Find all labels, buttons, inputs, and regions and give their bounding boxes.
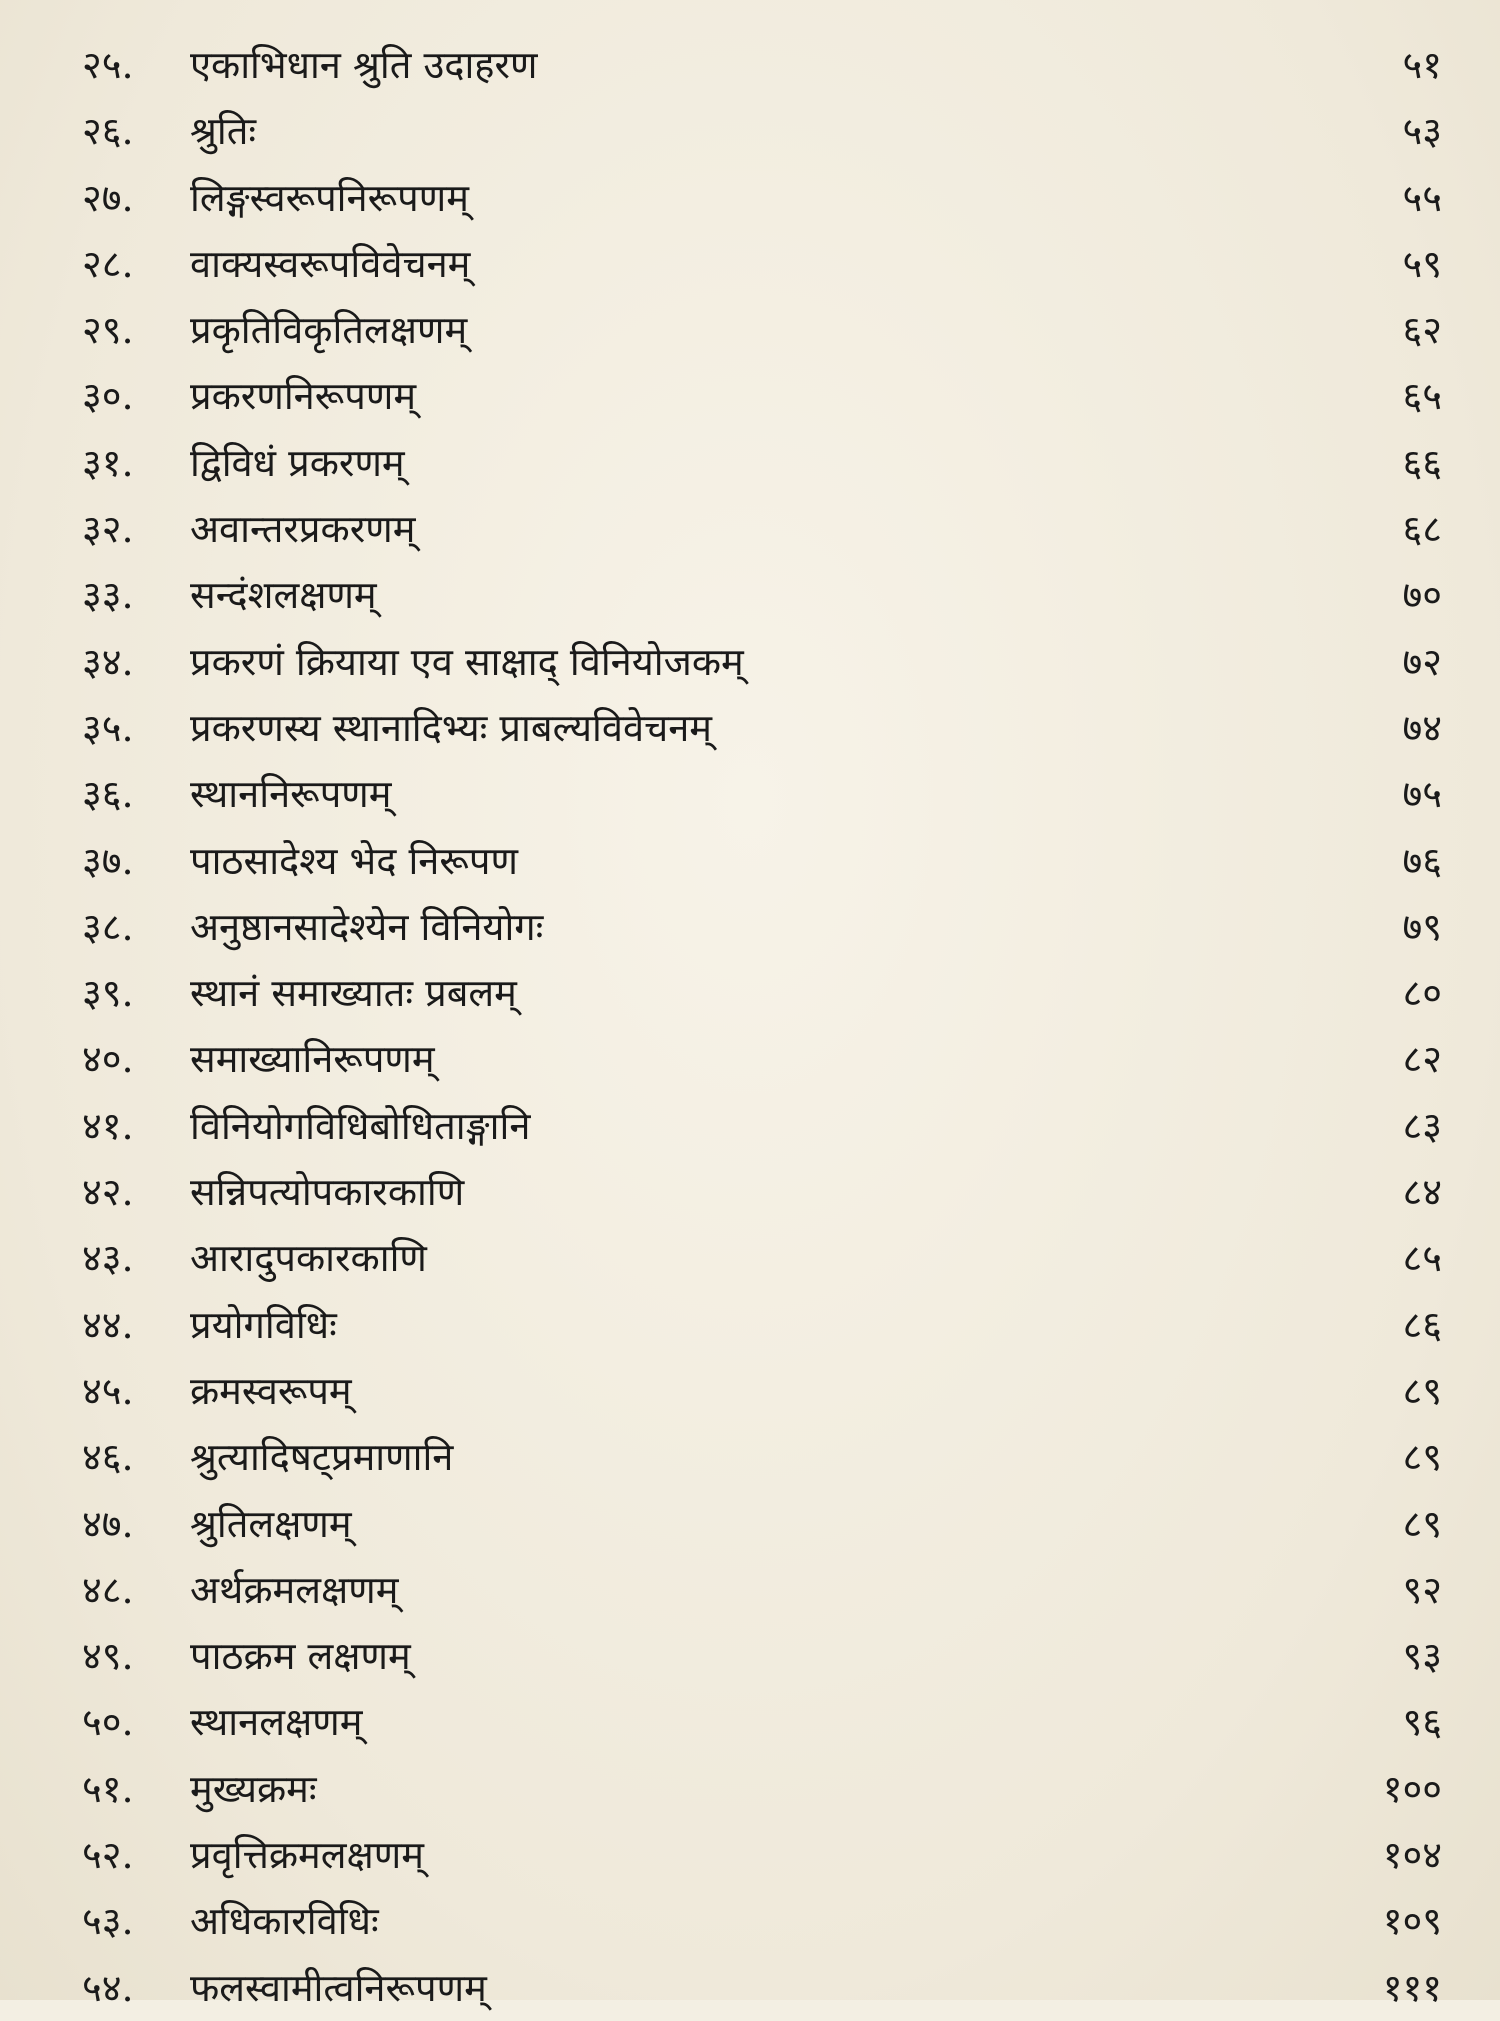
toc-entry-title: प्रकरणं क्रियाया एव साक्षाद् विनियोजकम् bbox=[190, 639, 744, 684]
toc-entry-page-number: ९३ bbox=[1402, 1634, 1442, 1679]
toc-entry bbox=[0, 297, 1500, 363]
toc-entry bbox=[0, 562, 1500, 628]
toc-entry-title: स्थानं समाख्यातः प्रबलम् bbox=[190, 971, 517, 1016]
toc-entry-number: ४२. bbox=[82, 1170, 134, 1215]
toc-entry bbox=[0, 1159, 1500, 1225]
toc-entry-title: श्रुत्यादिषट्प्रमाणानि bbox=[190, 1435, 454, 1480]
toc-entry-number: २८. bbox=[82, 241, 134, 286]
toc-entry-number: ४१. bbox=[82, 1103, 134, 1148]
toc-entry-number: ४८. bbox=[82, 1567, 134, 1612]
toc-entry-title: प्रवृत्तिक्रमलक्षणम् bbox=[190, 1833, 424, 1878]
toc-entry bbox=[0, 98, 1500, 164]
toc-entry-page-number: ५३ bbox=[1402, 109, 1442, 154]
toc-entry-title: पाठक्रम लक्षणम् bbox=[190, 1634, 411, 1679]
toc-entry-page-number: ९२ bbox=[1402, 1567, 1442, 1612]
table-of-contents bbox=[0, 32, 1500, 2021]
toc-entry-title: फलस्वामीत्वनिरूपणम् bbox=[190, 1965, 487, 2010]
toc-entry-title: द्विविधं प्रकरणम् bbox=[190, 440, 405, 485]
toc-entry-number: ४५. bbox=[82, 1368, 134, 1413]
toc-entry-number: ४०. bbox=[82, 1037, 134, 1082]
toc-entry-number: ३८. bbox=[82, 904, 134, 949]
toc-entry-title: क्रमस्वरूपम् bbox=[190, 1368, 352, 1413]
toc-entry-number: ५४. bbox=[82, 1965, 134, 2010]
toc-entry bbox=[0, 695, 1500, 761]
toc-entry-title: समाख्यानिरूपणम् bbox=[190, 1037, 435, 1082]
toc-entry-page-number: ८२ bbox=[1402, 1037, 1442, 1082]
toc-entry bbox=[0, 165, 1500, 231]
toc-entry bbox=[0, 231, 1500, 297]
toc-entry bbox=[0, 363, 1500, 429]
toc-entry-number: ४९. bbox=[82, 1634, 134, 1679]
toc-entry-number: ३०. bbox=[82, 374, 134, 419]
toc-entry-title: लिङ्गस्वरूपनिरूपणम् bbox=[190, 175, 469, 220]
toc-entry-page-number: ६८ bbox=[1402, 507, 1442, 552]
toc-entry-number: ३३. bbox=[82, 573, 134, 618]
toc-entry-number: ५०. bbox=[82, 1700, 134, 1745]
toc-entry bbox=[0, 1026, 1500, 1092]
toc-entry-page-number: १०० bbox=[1382, 1766, 1442, 1811]
toc-entry bbox=[0, 1424, 1500, 1490]
toc-entry bbox=[0, 828, 1500, 894]
toc-entry-title: श्रुतिः bbox=[190, 109, 257, 154]
toc-entry bbox=[0, 430, 1500, 496]
toc-entry-title: मुख्यक्रमः bbox=[190, 1766, 317, 1811]
toc-entry-title: अवान्तरप्रकरणम् bbox=[190, 507, 416, 552]
toc-entry-title: अधिकारविधिः bbox=[190, 1899, 379, 1944]
toc-entry-title: श्रुतिलक्षणम् bbox=[190, 1501, 352, 1546]
toc-entry-title: पाठसादेश्य भेद निरूपण bbox=[190, 838, 518, 883]
toc-entry bbox=[0, 1093, 1500, 1159]
toc-entry-title: सन्निपत्योपकारकाणि bbox=[190, 1170, 465, 1215]
toc-entry-number: ३५. bbox=[82, 705, 134, 750]
toc-entry-page-number: ८४ bbox=[1402, 1170, 1442, 1215]
toc-entry-title: स्थाननिरूपणम् bbox=[190, 772, 392, 817]
toc-entry-page-number: ८९ bbox=[1402, 1435, 1442, 1480]
toc-entry-page-number: ५९ bbox=[1402, 241, 1442, 286]
toc-entry bbox=[0, 1358, 1500, 1424]
toc-entry bbox=[0, 32, 1500, 98]
toc-entry-page-number: ८९ bbox=[1402, 1368, 1442, 1413]
toc-entry bbox=[0, 1623, 1500, 1689]
toc-entry-page-number: ६२ bbox=[1402, 308, 1442, 353]
toc-entry bbox=[0, 496, 1500, 562]
toc-entry-page-number: ८५ bbox=[1402, 1236, 1442, 1281]
toc-entry-page-number: ६५ bbox=[1402, 374, 1442, 419]
toc-entry-page-number: ७० bbox=[1402, 573, 1442, 618]
toc-entry-page-number: ७४ bbox=[1402, 705, 1442, 750]
toc-entry-number: ३७. bbox=[82, 838, 134, 883]
toc-entry-title: अनुष्ठानसादेश्येन विनियोगः bbox=[190, 904, 544, 949]
toc-entry-page-number: ८३ bbox=[1402, 1103, 1442, 1148]
toc-entry-number: २९. bbox=[82, 308, 134, 353]
toc-entry-page-number: ५५ bbox=[1402, 175, 1442, 220]
toc-entry-title: अर्थक्रमलक्षणम् bbox=[190, 1567, 399, 1612]
toc-entry-number: ३६. bbox=[82, 772, 134, 817]
toc-entry-page-number: ७२ bbox=[1402, 639, 1442, 684]
toc-entry-number: ४६. bbox=[82, 1435, 134, 1480]
toc-entry-number: ४३. bbox=[82, 1236, 134, 1281]
toc-entry bbox=[0, 1955, 1500, 2021]
toc-entry-page-number: ६६ bbox=[1402, 440, 1442, 485]
toc-entry-number: २५. bbox=[82, 43, 134, 87]
toc-entry-number: ३२. bbox=[82, 507, 134, 552]
toc-entry-number: ४४. bbox=[82, 1302, 134, 1347]
toc-entry-title: सन्दंशलक्षणम् bbox=[190, 573, 377, 618]
toc-entry-page-number: ७९ bbox=[1402, 904, 1442, 949]
toc-entry-title: प्रयोगविधिः bbox=[190, 1302, 337, 1347]
toc-entry-number: ३९. bbox=[82, 971, 134, 1016]
toc-entry-number: ३१. bbox=[82, 440, 134, 485]
toc-entry bbox=[0, 1822, 1500, 1888]
toc-entry-number: २७. bbox=[82, 175, 134, 220]
toc-entry-page-number: ९६ bbox=[1402, 1700, 1442, 1745]
toc-entry bbox=[0, 960, 1500, 1026]
toc-entry bbox=[0, 1225, 1500, 1291]
toc-entry-number: ४७. bbox=[82, 1501, 134, 1546]
toc-entry-page-number: ८६ bbox=[1402, 1302, 1442, 1347]
toc-entry-number: ५३. bbox=[82, 1899, 134, 1944]
toc-entry bbox=[0, 1491, 1500, 1557]
toc-entry-page-number: ७६ bbox=[1402, 838, 1442, 883]
toc-entry bbox=[0, 1292, 1500, 1358]
toc-entry bbox=[0, 629, 1500, 695]
toc-entry-title: स्थानलक्षणम् bbox=[190, 1700, 363, 1745]
toc-entry bbox=[0, 1888, 1500, 1954]
toc-entry-title: प्रकरणनिरूपणम् bbox=[190, 374, 417, 419]
toc-entry-number: ५१. bbox=[82, 1766, 134, 1811]
toc-entry-page-number: ८० bbox=[1402, 971, 1442, 1016]
toc-entry-page-number: १०९ bbox=[1382, 1899, 1442, 1944]
toc-entry bbox=[0, 1689, 1500, 1755]
toc-entry-title: प्रकरणस्य स्थानादिभ्यः प्राबल्यविवेचनम् bbox=[190, 705, 713, 750]
toc-entry-page-number: ७५ bbox=[1402, 772, 1442, 817]
toc-entry bbox=[0, 761, 1500, 827]
toc-entry-title: प्रकृतिविकृतिलक्षणम् bbox=[190, 308, 468, 353]
toc-entry-number: ३४. bbox=[82, 639, 134, 684]
toc-entry-title: आरादुपकारकाणि bbox=[190, 1236, 427, 1281]
toc-entry-page-number: १०४ bbox=[1382, 1833, 1442, 1878]
toc-entry-page-number: ५१ bbox=[1402, 43, 1442, 87]
toc-entry bbox=[0, 894, 1500, 960]
toc-entry-title: एकाभिधान श्रुति उदाहरण bbox=[190, 43, 538, 87]
toc-entry-title: वाक्यस्वरूपविवेचनम् bbox=[190, 241, 471, 286]
toc-entry-page-number: ८९ bbox=[1402, 1501, 1442, 1546]
toc-entry bbox=[0, 1756, 1500, 1822]
toc-entry bbox=[0, 1557, 1500, 1623]
toc-entry-number: ५२. bbox=[82, 1833, 134, 1878]
toc-entry-title: विनियोगविधिबोधिताङ्गानि bbox=[190, 1103, 531, 1148]
toc-entry-number: २६. bbox=[82, 109, 134, 154]
toc-entry-page-number: १११ bbox=[1382, 1965, 1442, 2010]
